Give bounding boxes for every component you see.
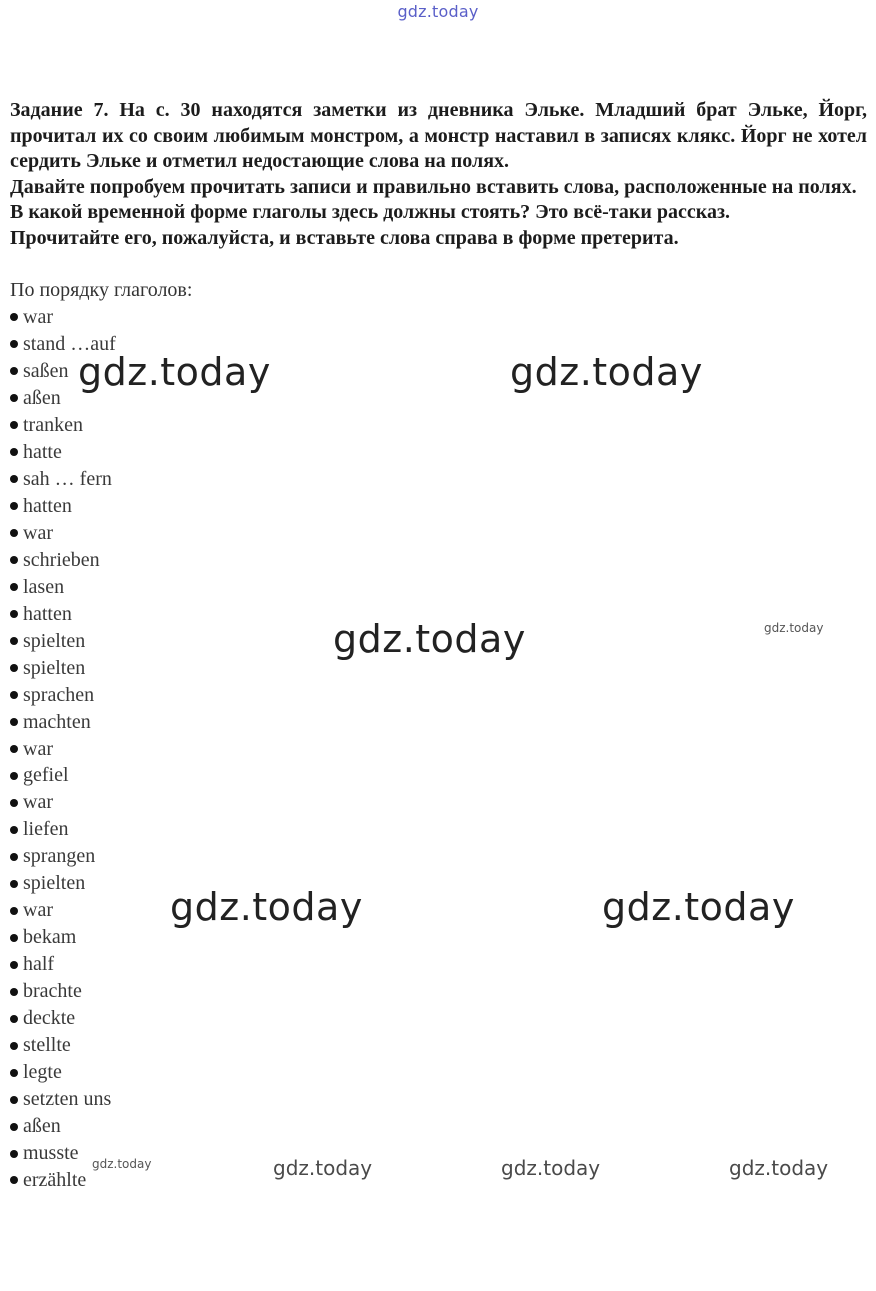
verb-text: stand …auf [23,332,116,355]
site-header-watermark[interactable]: gdz.today [397,2,479,21]
bullet-icon [10,961,18,969]
verb-list [10,304,116,1194]
bullet-icon [10,799,18,807]
bullet-icon [10,745,18,753]
verb-text: war [23,521,53,544]
verb-list-item [10,897,116,924]
verb-text: liefen [23,818,69,841]
watermark: gdz.today [602,885,795,929]
verb-text: spielten [23,872,86,895]
verb-list-item [10,1086,116,1113]
watermark: gdz.today [92,1157,152,1171]
verb-text: hatte [23,440,62,463]
verb-text: war [23,306,53,328]
verb-list-item [10,951,116,978]
bullet-icon [10,1150,18,1158]
verb-list-item [10,628,116,655]
verb-text: war [23,899,53,922]
verb-list-item [10,924,116,951]
verb-list-item [10,1005,116,1032]
bullet-icon [10,907,18,915]
verb-text: lasen [23,575,65,598]
bullet-icon [10,772,18,780]
verb-text: aßen [23,1115,61,1138]
bullet-icon [10,934,18,942]
watermark: gdz.today [78,350,271,394]
bullet-icon [10,583,18,591]
verb-text: war [23,791,53,814]
bullet-icon [10,1015,18,1023]
verb-text: legte [23,1061,62,1084]
verb-text: hatten [23,602,72,625]
verb-text: stellte [23,1034,71,1057]
verb-list-item [10,816,116,843]
verb-text: setzten uns [23,1088,112,1111]
verb-text: sprangen [23,845,96,868]
verb-list-item [10,870,116,897]
task-description [10,98,867,251]
bullet-icon [10,637,18,645]
watermark: gdz.today [501,1156,601,1180]
verb-text: war [23,737,53,760]
verb-list-item [10,843,116,870]
verb-list-item [10,762,116,789]
watermark: gdz.today [333,617,526,661]
bullet-icon [10,448,18,456]
verb-list-item [10,493,116,520]
verb-text: spielten [23,629,86,652]
bullet-icon [10,313,18,321]
bullet-icon [10,1123,18,1131]
watermark: gdz.today [273,1156,373,1180]
bullet-icon [10,502,18,510]
bullet-icon [10,664,18,672]
verb-text: spielten [23,656,86,679]
verb-list-item [10,439,116,466]
verb-list-item [10,547,116,574]
verb-list-item [10,1032,116,1059]
bullet-icon [10,1176,18,1184]
verb-list-item [10,412,116,439]
bullet-icon [10,421,18,429]
verb-text: schrieben [23,548,100,571]
bullet-icon [10,691,18,699]
watermark: gdz.today [729,1156,829,1180]
verb-list-item [10,1059,116,1086]
verb-text: machten [23,710,91,733]
bullet-icon [10,1096,18,1104]
verb-text: gefiel [23,764,69,787]
verb-text: aßen [23,386,61,409]
bullet-icon [10,367,18,375]
watermark: gdz.today [764,621,824,635]
task-paragraph: В какой временной форме глаголы здесь должны стоять? Это всё-таки рассказ. [10,201,731,223]
verb-list-item [10,1113,116,1140]
bullet-icon [10,340,18,348]
bullet-icon [10,556,18,564]
answer-heading: По порядку глаголов: [10,279,193,301]
bullet-icon [10,988,18,996]
verb-text: bekam [23,926,77,949]
verb-text: half [23,953,55,976]
bullet-icon [10,529,18,537]
verb-list-item [10,978,116,1005]
verb-text: brachte [23,980,82,1003]
verb-list-item [10,520,116,547]
task-paragraph: Прочитайте его, пожалуйста, и вставьте слова справа в форме претерита. [10,226,679,249]
bullet-icon [10,826,18,834]
watermark: gdz.today [510,350,703,394]
bullet-icon [10,394,18,402]
verb-list-item [10,574,116,601]
verb-list-item [10,1167,116,1194]
verb-text: deckte [23,1007,76,1030]
verb-list-item [10,304,116,331]
verb-text: saßen [23,359,69,382]
bullet-icon [10,853,18,861]
verb-list-item [10,655,116,682]
bullet-icon [10,718,18,726]
verb-text: musste [23,1142,79,1165]
watermark: gdz.today [170,885,363,929]
task-paragraph: Давайте попробуем прочитать записи и правильно вставить слова, расположенные на полях. [10,175,857,198]
verb-text: hatten [23,494,72,517]
verb-text: sah … fern [23,467,112,490]
bullet-icon [10,1042,18,1050]
verb-list-item [10,709,116,736]
verb-list-item [10,789,116,816]
verb-list-item [10,466,116,493]
bullet-icon [10,880,18,888]
verb-text: erzählte [23,1169,87,1191]
bullet-icon [10,1069,18,1077]
task-paragraph: Задание 7. На с. 30 находятся заметки из дневника Эльке. Младший брат Эльке, Йорг, прочитал их со своим любимым монстром, а монстр наставил в записях клякс. Йорг не хотел сердить Эльке и отметил недостающие слова на полях. [10,99,867,172]
bullet-icon [10,610,18,618]
verb-list-item [10,601,116,628]
verb-list-item [10,682,116,709]
bullet-icon [10,475,18,483]
verb-text: tranken [23,413,83,436]
verb-list-item [10,736,116,763]
verb-text: sprachen [23,683,95,706]
